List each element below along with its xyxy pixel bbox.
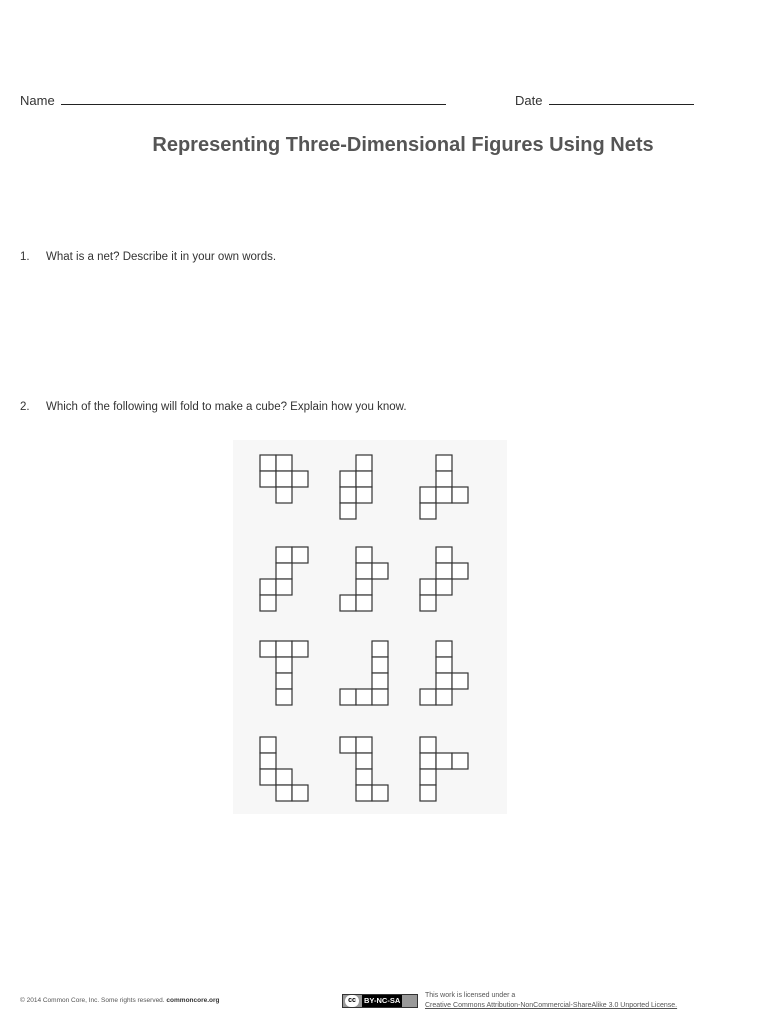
cube-net-9	[419, 640, 469, 706]
cube-net-6	[419, 546, 469, 612]
net-2-square-6	[340, 503, 356, 519]
net-2-square-3	[356, 471, 372, 487]
net-12-square-4	[452, 753, 468, 769]
net-10-square-1	[260, 737, 276, 753]
net-5-square-2	[356, 563, 372, 579]
cube-net-7	[259, 640, 309, 706]
net-4-square-4	[260, 579, 276, 595]
cube-net-10	[259, 736, 309, 802]
net-2-square-4	[356, 487, 372, 503]
net-1-square-5	[292, 471, 308, 487]
net-3-square-2	[436, 471, 452, 487]
net-7-square-6	[276, 689, 292, 705]
cube-net-1	[259, 454, 309, 520]
net-8-square-3	[372, 673, 388, 689]
date-field-row	[515, 92, 694, 108]
cube-net-8	[339, 640, 389, 706]
net-9-square-4	[452, 673, 468, 689]
net-8-square-4	[340, 689, 356, 705]
net-6-square-3	[452, 563, 468, 579]
net-6-square-6	[420, 595, 436, 611]
page-title: Representing Three-Dimensional Figures Using Nets	[152, 134, 654, 156]
net-9-square-6	[436, 689, 452, 705]
cube-net-4	[259, 546, 309, 612]
net-3-square-4	[436, 487, 452, 503]
net-7-square-4	[276, 657, 292, 673]
cube-nets-figure	[233, 440, 507, 814]
net-5-square-3	[372, 563, 388, 579]
question-2-number: 2.	[20, 401, 30, 413]
net-3-square-1	[436, 455, 452, 471]
net-12-square-2	[420, 753, 436, 769]
question-1	[20, 251, 276, 263]
net-5-square-4	[356, 579, 372, 595]
net-1-square-2	[276, 455, 292, 471]
license-line-1: This work is licensed under a	[425, 992, 516, 999]
name-label: Name	[20, 93, 55, 108]
net-4-square-1	[276, 547, 292, 563]
name-field-row	[20, 92, 446, 108]
license-notice	[425, 991, 677, 1011]
net-9-square-2	[436, 657, 452, 673]
net-9-square-5	[420, 689, 436, 705]
net-8-square-1	[372, 641, 388, 657]
net-7-square-2	[276, 641, 292, 657]
net-8-square-6	[372, 689, 388, 705]
net-2-square-2	[340, 471, 356, 487]
net-11-square-6	[372, 785, 388, 801]
net-6-square-2	[436, 563, 452, 579]
net-11-square-1	[340, 737, 356, 753]
net-5-square-5	[340, 595, 356, 611]
cube-net-12	[419, 736, 469, 802]
net-1-square-6	[276, 487, 292, 503]
cube-net-11	[339, 736, 389, 802]
net-6-square-5	[436, 579, 452, 595]
net-8-square-5	[356, 689, 372, 705]
net-2-square-1	[356, 455, 372, 471]
cc-badge-text: BY-NC-SA	[364, 996, 401, 1005]
cube-net-2	[339, 454, 389, 520]
net-12-square-3	[436, 753, 452, 769]
cube-net-3	[419, 454, 469, 520]
footer-copyright	[20, 997, 220, 1004]
net-5-square-1	[356, 547, 372, 563]
net-10-square-3	[260, 769, 276, 785]
net-1-square-4	[276, 471, 292, 487]
net-3-square-6	[420, 503, 436, 519]
copyright-text: © 2014 Common Core, Inc. Some rights reserved.	[20, 997, 165, 1004]
net-6-square-4	[420, 579, 436, 595]
net-10-square-6	[292, 785, 308, 801]
net-4-square-6	[260, 595, 276, 611]
net-8-square-2	[372, 657, 388, 673]
net-5-square-6	[356, 595, 372, 611]
question-1-text: What is a net? Describe it in your own words.	[46, 251, 277, 263]
net-10-square-5	[276, 785, 292, 801]
site-link[interactable]: commoncore.org	[166, 997, 220, 1004]
net-11-square-4	[356, 769, 372, 785]
net-3-square-5	[452, 487, 468, 503]
net-11-square-5	[356, 785, 372, 801]
date-blank-line[interactable]	[549, 92, 694, 105]
date-label: Date	[515, 93, 543, 108]
license-link[interactable]: Creative Commons Attribution-NonCommercial-ShareAlike 3.0 Unported License.	[425, 1002, 678, 1009]
net-2-square-5	[340, 487, 356, 503]
name-blank-line[interactable]	[61, 92, 446, 105]
net-6-square-1	[436, 547, 452, 563]
cc-license-badge[interactable]	[342, 994, 418, 1008]
cc-icon: cc	[345, 995, 359, 1007]
net-12-square-5	[420, 769, 436, 785]
net-4-square-5	[276, 579, 292, 595]
net-3-square-3	[420, 487, 436, 503]
net-9-square-1	[436, 641, 452, 657]
net-7-square-5	[276, 673, 292, 689]
net-1-square-1	[260, 455, 276, 471]
net-11-square-2	[356, 737, 372, 753]
net-12-square-6	[420, 785, 436, 801]
net-11-square-3	[356, 753, 372, 769]
net-12-square-1	[420, 737, 436, 753]
cube-net-5	[339, 546, 389, 612]
question-2	[20, 401, 407, 413]
net-7-square-3	[292, 641, 308, 657]
net-4-square-3	[276, 563, 292, 579]
net-10-square-2	[260, 753, 276, 769]
net-7-square-1	[260, 641, 276, 657]
net-4-square-2	[292, 547, 308, 563]
net-1-square-3	[260, 471, 276, 487]
net-9-square-3	[436, 673, 452, 689]
question-1-number: 1.	[20, 251, 30, 263]
net-10-square-4	[276, 769, 292, 785]
question-2-text: Which of the following will fold to make a cube? Explain how you know.	[46, 401, 407, 413]
